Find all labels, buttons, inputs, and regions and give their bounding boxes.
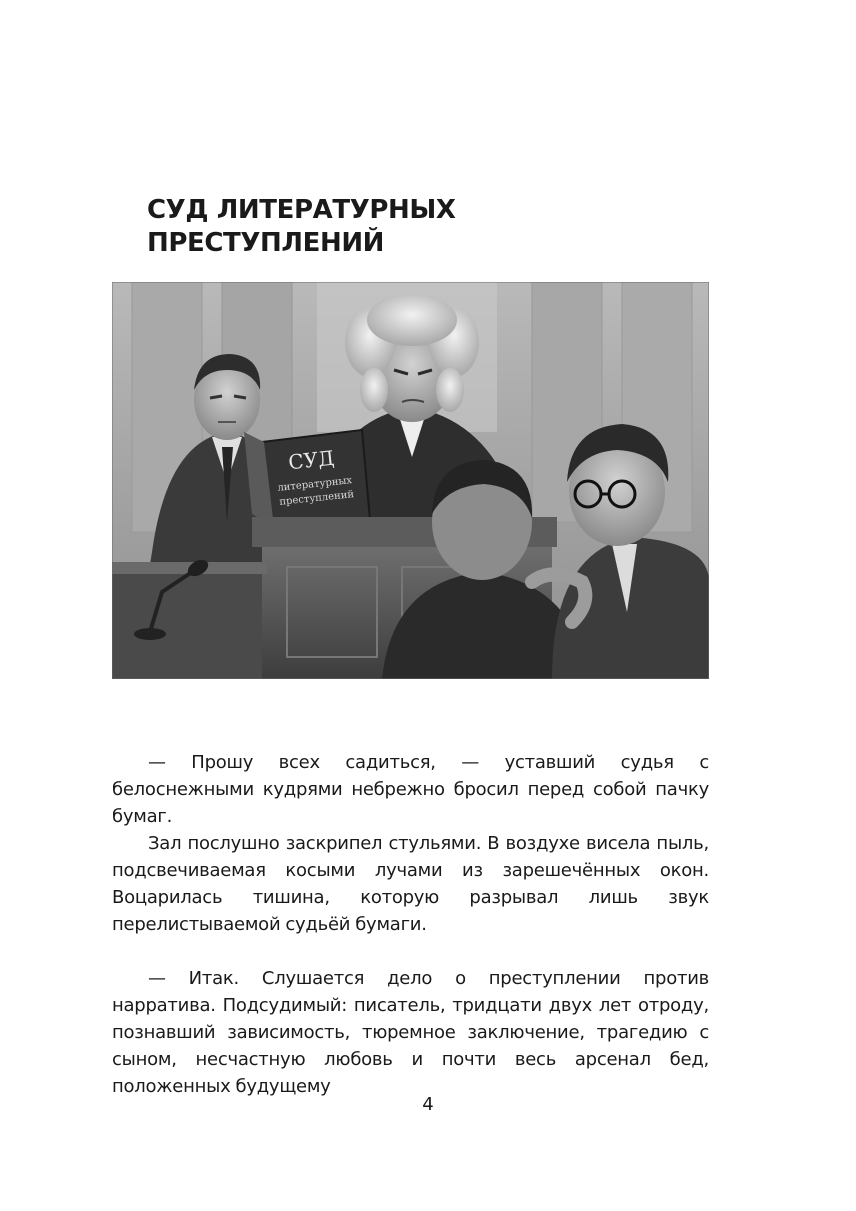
book-cover-subtitle-2: преступлений [278,489,355,508]
book [244,430,370,527]
book-cover-subtitle-1: литературных [276,475,353,494]
book-cover-title: СУД [287,445,336,475]
paragraph-2: Зал послушно заскрипел стульями. В воздухе висела пыль, подсвечиваемая косыми лучами из зарешечённых окон. Воцарилась тишина, которую разрывал лишь звук перелистываемой судьёй бумаги. [112,833,709,935]
page-number: 4 [422,1094,434,1115]
body-text [112,749,709,1100]
paragraph-3: — Итак. Слушается дело о преступлении против нарратива. Подсудимый: писатель, тридцати двух лет отроду, познавший зависимость, тюремное заключение, трагедию с сыном, несчастную любовь и почти весь арсенал бед, положенных будущему [112,968,709,1097]
chapter-title-line-1: СУД ЛИТЕРАТУРНЫХ [147,195,456,225]
chapter-title [147,194,727,260]
courtroom-illustration [112,282,709,679]
railing [112,572,262,679]
chapter-title-line-2: ПРЕСТУПЛЕНИЙ [147,228,385,258]
paragraph-1: — Прошу всех садиться, — уставший судья с белоснежными кудрями небрежно бросил перед собой пачку бумаг. [112,752,709,827]
